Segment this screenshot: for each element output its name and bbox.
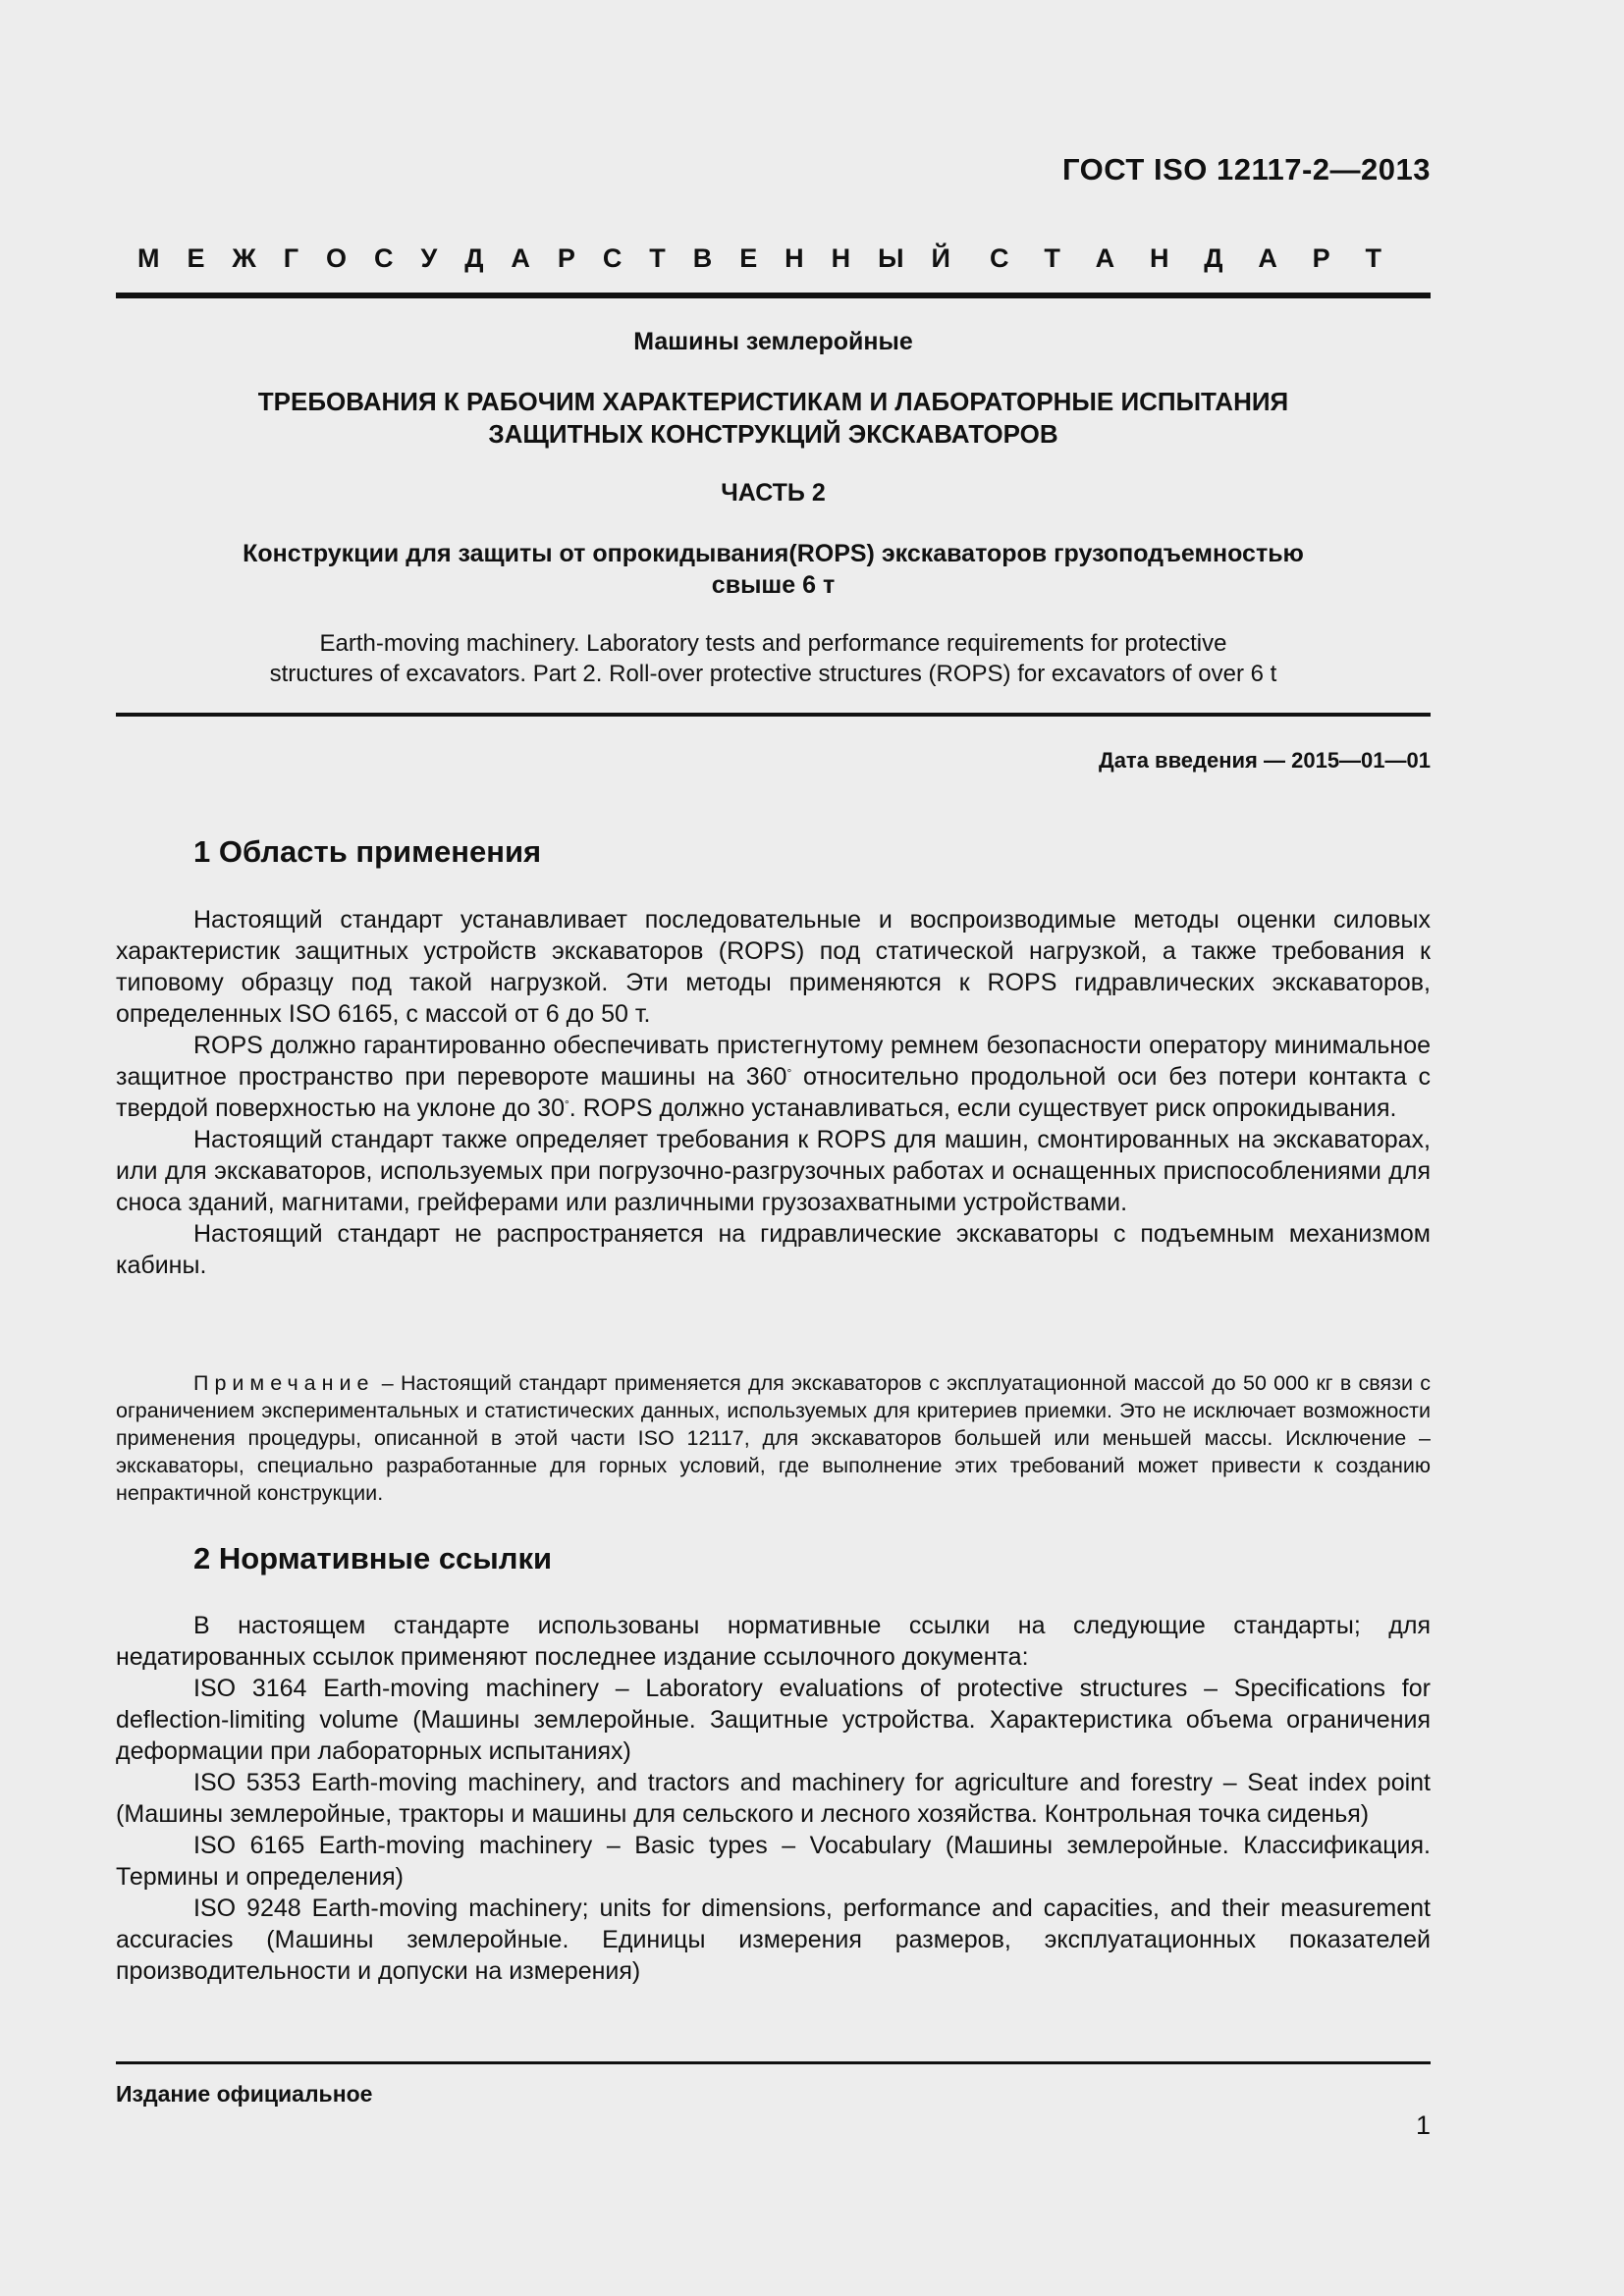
title-small: Машины землеройные	[633, 328, 913, 355]
banner-letter: Д	[464, 243, 484, 273]
title-english-line-1: Earth-moving machinery. Laboratory tests and performance requirements for protective	[319, 630, 1227, 657]
paragraph-2-part-c: . ROPS должно устанавливаться, если существует риск опрокидывания.	[568, 1095, 1397, 1122]
title-subtitle-line-2: свыше 6 т	[711, 571, 836, 599]
banner-letter: А	[1095, 243, 1115, 273]
section-2-paragraph-1: В настоящем стандарте использованы нормативные ссылки на следующие стандарты; для недатированных ссылок применяют последнее издание ссылочного документа:	[116, 1612, 1431, 1671]
banner-letter: Е	[187, 243, 205, 273]
title-subtitle	[116, 538, 1431, 601]
title-main-line-1: ТРЕБОВАНИЯ К РАБОЧИМ ХАРАКТЕРИСТИКАМ И ЛАБОРАТОРНЫЕ ИСПЫТАНИЯ	[257, 387, 1289, 416]
section-2-body	[116, 1610, 1431, 1987]
title-main	[116, 386, 1431, 451]
banner-letter: О	[326, 243, 348, 273]
banner-letter: М	[137, 243, 160, 273]
banner-letter: Й	[931, 243, 950, 273]
banner-letter: Р	[1312, 243, 1330, 273]
reference-item: ISO 5353 Earth-moving machinery, and tractors and machinery for agriculture and forestry – Seat index point (Машины землеройные, тракторы и машины для сельского и лесного хозяйства. Контрольная точка сиденья)	[116, 1769, 1431, 1828]
banner-letter: А	[511, 243, 530, 273]
footer-rule	[116, 2061, 1431, 2064]
degree-mark: °	[786, 1066, 792, 1080]
banner-letter: С	[602, 243, 623, 273]
title-rule	[116, 713, 1431, 717]
section-1-body	[116, 904, 1431, 1281]
header-rule	[116, 293, 1431, 298]
title-main-line-2: ЗАЩИТНЫХ КОНСТРУКЦИЙ ЭКСКАВАТОРОВ	[488, 419, 1058, 449]
banner-letter: Е	[739, 243, 758, 273]
section-1-heading: 1 Область применения	[193, 834, 542, 869]
title-english	[116, 628, 1431, 689]
section-1-paragraph-1: Настоящий стандарт устанавливает последовательные и воспроизводимые методы оценки силовых характеристик защитных устройств экскаваторов (ROPS) под статической нагрузкой, а также требования к типовому образцу под такой нагрузкой. Эти методы применяются к ROPS гидравлических экскаваторов, определенных ISO 6165, с массой от 6 до 50 т.	[116, 906, 1431, 1028]
banner-letter: С	[990, 243, 1009, 273]
section-2-heading: 2 Нормативные ссылки	[193, 1541, 553, 1575]
banner-letter: Ы	[878, 243, 904, 273]
section-1-paragraph-4: Настоящий стандарт не распространяется на гидравлические экскаваторы с подъемным механизмом кабины.	[116, 1220, 1431, 1279]
banner-letter: Т	[1365, 243, 1381, 273]
banner-letter: Н	[1149, 243, 1169, 273]
reference-item: ISO 3164 Earth-moving machinery – Laboratory evaluations of protective structures – Specifications for deflection-limiting volume (Машины землеройные. Защитные устройства. Характеристика объема ограничения деформации при лабораторных испытаниях)	[116, 1675, 1431, 1765]
banner-word-standard	[990, 243, 1431, 283]
banner-letter: Т	[1044, 243, 1060, 273]
banner-letter: Т	[649, 243, 666, 273]
paragraph-2-part-b: относительно продольной оси без потери контакта с твердой поверхностью на уклоне до 30	[116, 1063, 1431, 1122]
section-1-paragraph-3: Настоящий стандарт также определяет требования к ROPS для машин, смонтированных на экскаваторах, или для экскаваторов, используемых при погрузочно-разгрузочных работах и оснащенных приспособлениями для сноса зданий, магнитами, грейферами или различными грузозахватными устройствами.	[116, 1126, 1431, 1216]
note-label: Примечание	[193, 1371, 375, 1395]
title-part: ЧАСТЬ 2	[721, 479, 826, 507]
banner-letter: Г	[283, 243, 299, 273]
standard-number: ГОСТ ISO 12117-2—2013	[1062, 152, 1431, 187]
banner-letter: Ж	[232, 243, 256, 273]
banner-letter: С	[374, 243, 394, 273]
banner-letter: Р	[557, 243, 575, 273]
banner-letter: У	[420, 243, 438, 273]
paragraph-2-part-a: ROPS должно гарантированно обеспечивать пристегнутому ремнем безопасности оператору минимальное защитное пространство при перевороте машины на 360	[116, 1032, 1431, 1091]
introduction-date: Дата введения — 2015—01—01	[1099, 748, 1431, 773]
banner-letter: В	[692, 243, 713, 273]
banner-letter: А	[1258, 243, 1277, 273]
section-1-paragraph-2	[116, 1030, 1431, 1124]
reference-item: ISO 9248 Earth-moving machinery; units for dimensions, performance and capacities, and their measurement accuracies (Машины землеройные. Единицы измерения размеров, эксплуатационных показателей производительности и допуски на измерения)	[116, 1895, 1431, 1985]
reference-item: ISO 6165 Earth-moving machinery – Basic types – Vocabulary (Машины землеройные. Классификация. Термины и определения)	[116, 1832, 1431, 1891]
interstate-standard-banner	[116, 243, 1431, 283]
title-english-line-2: structures of excavators. Part 2. Roll-over protective structures (ROPS) for excavators of over 6 t	[269, 661, 1277, 687]
banner-letter: Д	[1204, 243, 1223, 273]
note-text: – Настоящий стандарт применяется для экскаваторов с эксплуатационной массой до 50 000 кг в связи с ограничением экспериментальных и статистических данных, используемых для критериев приемки. Это не исключает возможности применения процедуры, описанной в этой части ISO 12117, для экскаваторов большей или меньшей массы. Исключение – экскаваторы, специально разработанные для горных условий, где выполнение этих требований может привести к созданию непрактичной конструкции.	[116, 1371, 1431, 1505]
banner-word-interstate	[116, 243, 990, 283]
degree-mark: °	[564, 1097, 569, 1111]
official-edition-label: Издание официальное	[116, 2081, 373, 2107]
banner-letter: Н	[831, 243, 851, 273]
banner-letter: Н	[785, 243, 804, 273]
title-subtitle-line-1: Конструкции для защиты от опрокидывания(ROPS) экскаваторов грузоподъемностью	[243, 540, 1304, 567]
section-1-note	[116, 1369, 1431, 1507]
page-number: 1	[1415, 2110, 1431, 2140]
